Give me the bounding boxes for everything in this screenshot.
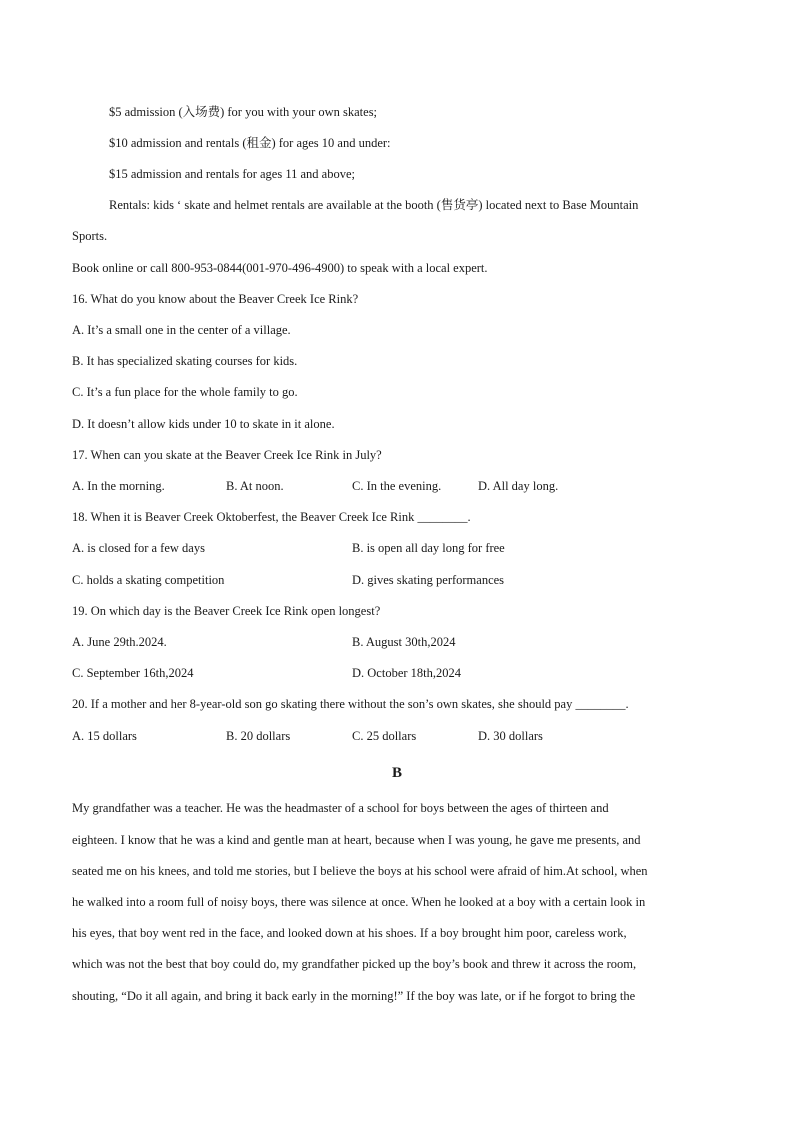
question-19-stem: 19. On which day is the Beaver Creek Ice Rink open longest? <box>72 604 381 618</box>
question-17-option-d: D. All day long. <box>478 479 559 493</box>
booking-line: Book online or call 800-953-0844(001-970-496-4900) to speak with a local expert. <box>72 261 488 275</box>
question-19-option-a: A. June 29th.2024. <box>72 635 167 649</box>
question-19-option-c: C. September 16th,2024 <box>72 666 194 680</box>
passage-b-line-3: seated me on his knees, and told me stories, but I believe the boys at his school were afraid of him.At school, when <box>72 864 648 878</box>
question-16-option-a: A. It’s a small one in the center of a village. <box>72 323 291 337</box>
question-18-stem: 18. When it is Beaver Creek Oktoberfest, the Beaver Creek Ice Rink ________. <box>72 510 471 524</box>
question-16-stem: 16. What do you know about the Beaver Creek Ice Rink? <box>72 292 359 306</box>
question-19-option-b: B. August 30th,2024 <box>352 635 456 649</box>
question-18-option-b: B. is open all day long for free <box>352 541 505 555</box>
question-18-option-d: D. gives skating performances <box>352 573 505 587</box>
question-17-stem: 17. When can you skate at the Beaver Creek Ice Rink in July? <box>72 448 382 462</box>
price-line-3: $15 admission and rentals for ages 11 and above; <box>109 167 356 181</box>
question-17-option-b: B. At noon. <box>226 479 284 493</box>
price-line-1: $5 admission (入场费) for you with your own skates; <box>109 105 378 119</box>
question-20-option-d: D. 30 dollars <box>478 729 543 743</box>
passage-b-line-5: his eyes, that boy went red in the face, and looked down at his shoes. If a boy brought him poor, careless work, <box>72 926 627 940</box>
question-20-option-a: A. 15 dollars <box>72 729 137 743</box>
question-17-option-c: C. In the evening. <box>352 479 442 493</box>
passage-b-line-2: eighteen. I know that he was a kind and gentle man at heart, because when I was young, he gave me presents, and <box>72 833 641 847</box>
question-20-option-b: B. 20 dollars <box>226 729 291 743</box>
question-18-option-c: C. holds a skating competition <box>72 573 225 587</box>
passage-b-line-4: he walked into a room full of noisy boys, there was silence at once. When he looked at a boy with a certain look in <box>72 895 646 909</box>
question-16-option-c: C. It’s a fun place for the whole family to go. <box>72 385 298 399</box>
rentals-line-2: Sports. <box>72 229 108 243</box>
price-line-2: $10 admission and rentals (租金) for ages 10 and under: <box>109 136 391 150</box>
question-16-option-b: B. It has specialized skating courses for kids. <box>72 354 298 368</box>
question-19-option-d: D. October 18th,2024 <box>352 666 462 680</box>
question-20-option-c: C. 25 dollars <box>352 729 417 743</box>
section-b-heading: B <box>391 765 402 781</box>
question-17-option-a: A. In the morning. <box>72 479 165 493</box>
rentals-line-1: Rentals: kids ‘ skate and helmet rentals are available at the booth (售货亭) located next to Base Mountain <box>109 198 639 212</box>
question-18-option-a: A. is closed for a few days <box>72 541 205 555</box>
passage-b-line-7: shouting, “Do it all again, and bring it back early in the morning!” If the boy was late, or if he forgot to bring the <box>72 989 636 1003</box>
question-16-option-d: D. It doesn’t allow kids under 10 to skate in it alone. <box>72 417 335 431</box>
passage-b-line-6: which was not the best that boy could do, my grandfather picked up the boy’s book and threw it across the room, <box>72 957 637 971</box>
passage-b-line-1: My grandfather was a teacher. He was the headmaster of a school for boys between the ages of thirteen and <box>72 801 609 815</box>
question-20-stem: 20. If a mother and her 8-year-old son go skating there without the son’s own skates, she should pay ________. <box>72 697 629 711</box>
